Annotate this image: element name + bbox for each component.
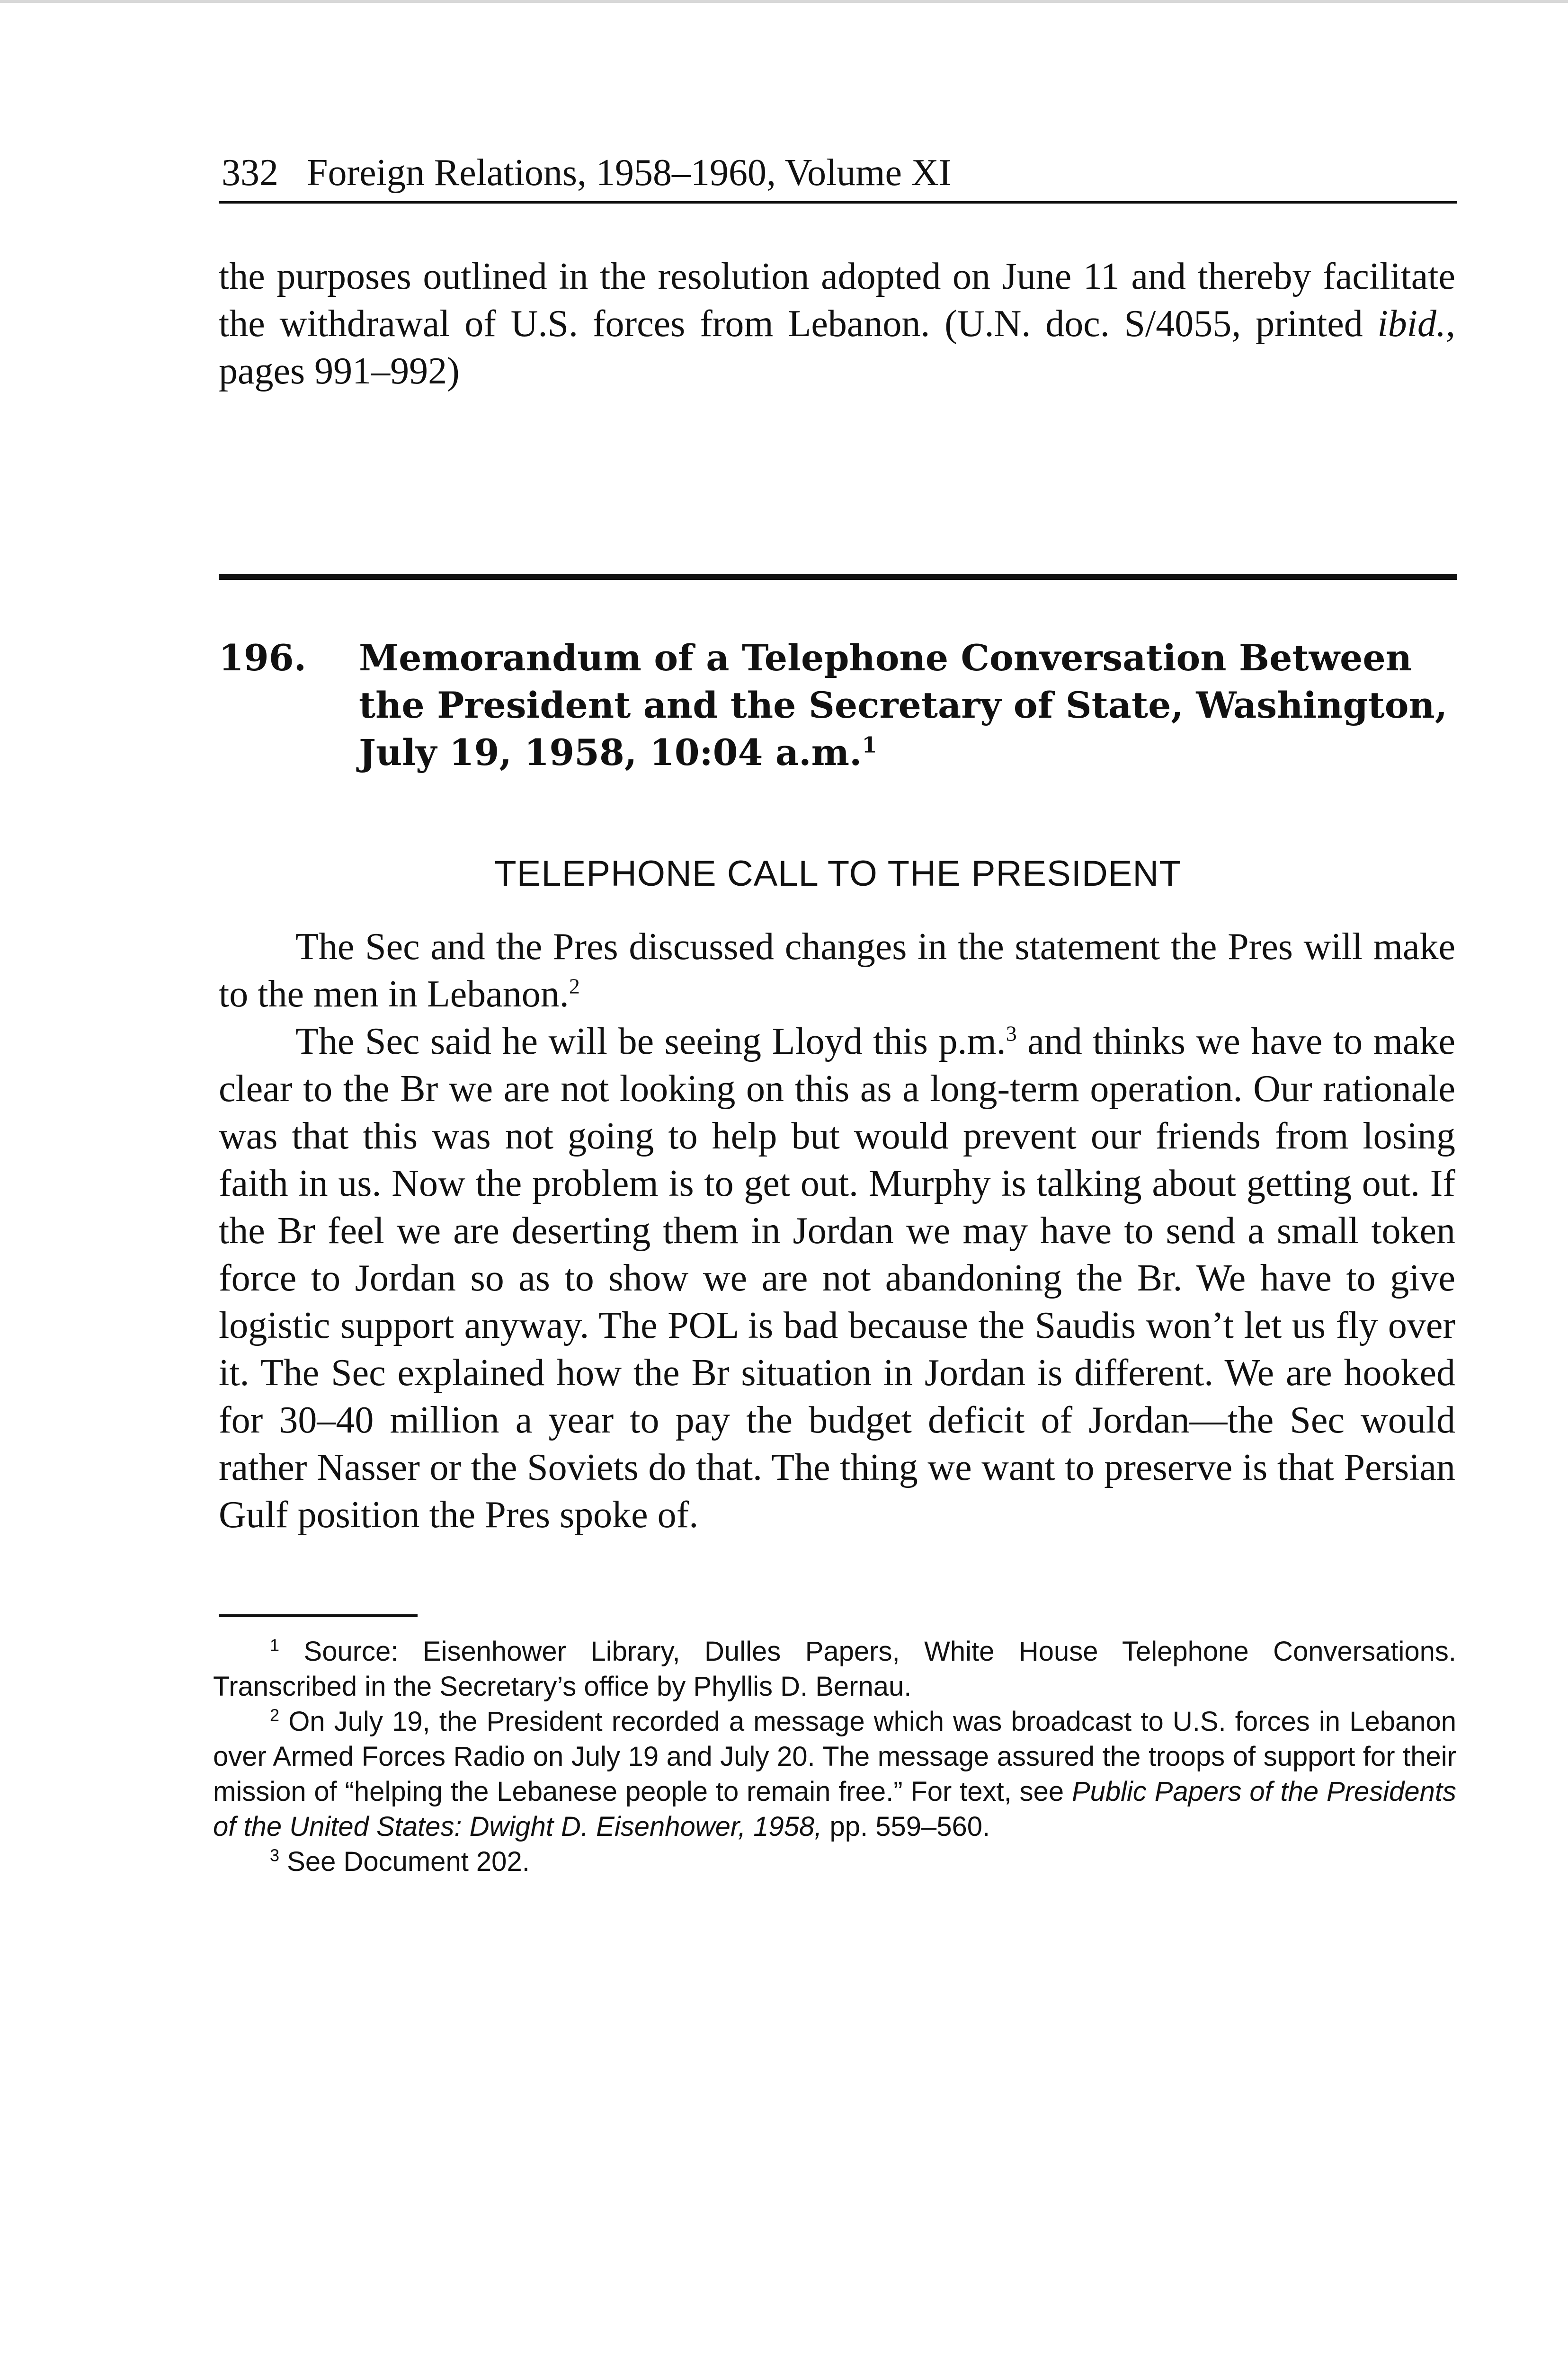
scan-top-edge bbox=[0, 0, 1568, 3]
footnote-text-end: pp. 559–560. bbox=[822, 1811, 990, 1842]
continued-italic: ibid. bbox=[1377, 303, 1446, 345]
footnote-text: Source: Eisenhower Library, Dulles Papers, White House Telephone Conversations. Transcribed in the Secretary’s office by Phyllis D. Bernau. bbox=[213, 1636, 1456, 1702]
footnote bbox=[213, 1704, 1456, 1844]
document-number: 196. bbox=[219, 637, 307, 679]
document-body bbox=[219, 923, 1455, 1539]
footnote-text: On July 19, the President recorded a message which was broadcast to U.S. forces in Lebanon over Armed Forces Radio on July 19 and July 20. The message assured the troops of support for their mission of “helping the Lebanese people to remain free.” For text, see bbox=[213, 1706, 1456, 1807]
footnote-citation: Public Papers of the Presidents of the United States: Dwight D. Eisenhower, 1958, bbox=[213, 1776, 1456, 1842]
continued-text-end: , pages 991–992) bbox=[219, 303, 1455, 392]
document-heading bbox=[219, 634, 1454, 776]
paragraph-text: The Sec and the Pres discussed changes in the statement the Pres will make to the men in Lebanon. bbox=[219, 926, 1455, 1015]
document-title bbox=[359, 634, 1454, 776]
footnote-marker: 2 bbox=[270, 1705, 280, 1725]
footnotes bbox=[213, 1634, 1456, 1879]
paragraph-text: The Sec said he will be seeing Lloyd this p.m. bbox=[295, 1021, 1006, 1062]
page-number: 332 bbox=[222, 152, 278, 194]
continued-text: the purposes outlined in the resolution adopted on June 11 and thereby facilitate the withdrawal of U.S. forces from Lebanon. (U.N. doc. S/4055, printed bbox=[219, 256, 1455, 345]
header-rule bbox=[219, 201, 1457, 204]
paragraph-text-rest: and thinks we have to make clear to the Br we are not looking on this as a long-term operation. Our rationale was that this was not going to help but would prevent our friends from losing faith in us. Now the problem is to get out. Murphy is talking about getting out. If the Br feel we are deserting them in Jordan we may have to send a small token force to Jordan so as to show we are not abandoning the Br. We have to give logistic support anyway. The POL is bad because the Saudis won’t let us fly over it. The Sec explained how the Br situation in Jordan is different. We are hooked for 30–40 million a year to pay the budget deficit of Jordan—the Sec would rather Nasser or the Soviets do that. The thing we want to preserve is that Persian Gulf position the Pres spoke of. bbox=[219, 1021, 1456, 1536]
running-head bbox=[222, 149, 1456, 196]
footnote-ref-1: 1 bbox=[862, 732, 877, 758]
footnote-text: See Document 202. bbox=[287, 1846, 530, 1877]
body-paragraph bbox=[219, 923, 1455, 1018]
document-subheading: TELEPHONE CALL TO THE PRESIDENT bbox=[494, 854, 1182, 894]
document-title-text: Memorandum of a Telephone Conversation Between the President and the Secretary of State, Washington, July 19, 1958, 10:04 a.m. bbox=[359, 637, 1448, 774]
continued-paragraph bbox=[219, 253, 1455, 395]
footnote-ref-3: 3 bbox=[1006, 1021, 1017, 1046]
footnote-marker: 1 bbox=[270, 1635, 280, 1655]
footnote-ref-2: 2 bbox=[569, 974, 580, 998]
body-paragraph bbox=[219, 1018, 1455, 1539]
footnote bbox=[213, 1844, 1456, 1879]
footnote-rule bbox=[219, 1614, 418, 1617]
footnote bbox=[213, 1634, 1456, 1704]
publication-title: Foreign Relations, 1958–1960, Volume XI bbox=[307, 152, 952, 194]
footnote-marker: 3 bbox=[270, 1845, 280, 1865]
section-divider bbox=[219, 574, 1457, 580]
